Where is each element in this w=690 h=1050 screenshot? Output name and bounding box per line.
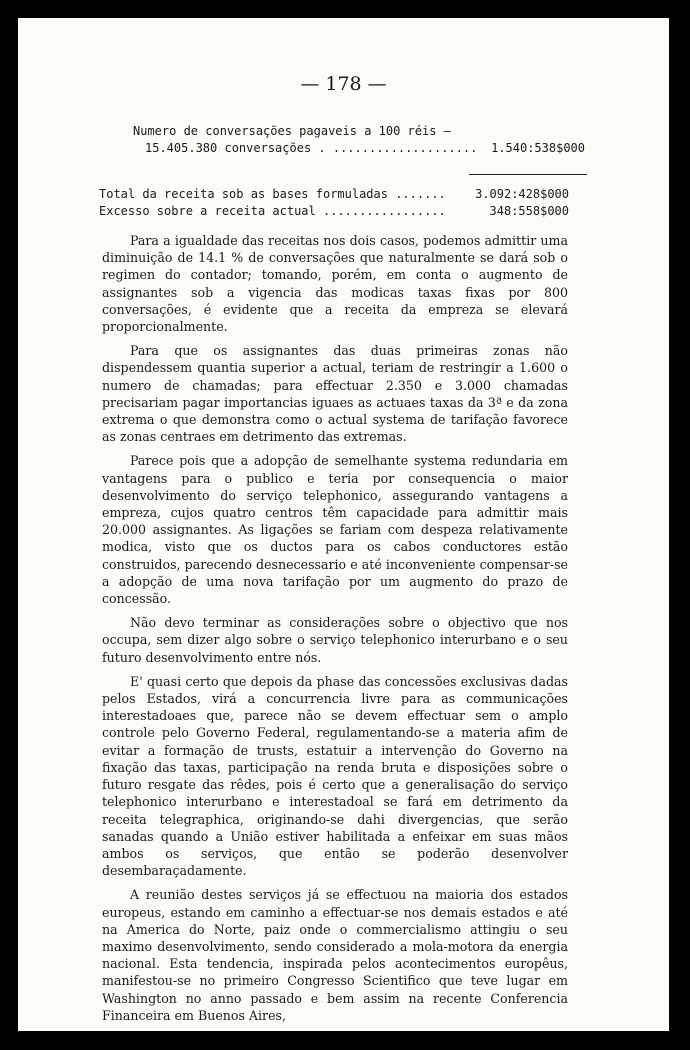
- paragraph: Para a igualdade das receitas nos dois casos, podemos admittir uma diminuição de 14.1 % de conversações que naturalmente se dará sob o regimen do contador; tomando, porém, em conta o augmento de assignantes sob a vigencia das modicas taxas fixas por 800 conversações, é evidente que a receita da empreza se elevará proporcionalmente.: [102, 233, 568, 335]
- body-text: [102, 232, 568, 1031]
- page-number: — 178 —: [300, 73, 387, 95]
- paragraph: Para que os assignantes das duas primeiras zonas não dispendessem quantia superior a actual, teriam de restringir a 1.600 o numero de chamadas; para effectuar 2.350 e 3.000 chamadas precisariam pagar importancias iguaes as actuaes taxas da 3ª e da zona extrema o que demonstra como o actual systema de tarifação favorece as zonas centraes em detrimento das extremas.: [102, 343, 568, 445]
- calc-value: 1.540:538$000: [491, 141, 585, 155]
- calc-line: [99, 186, 569, 202]
- calc-label: Total da receita sob as bases formuladas .......: [99, 187, 446, 201]
- calc-label: Numero de conversações pagaveis a 100 réis —: [133, 124, 451, 138]
- calc-label: Excesso sobre a receita actual .................: [99, 204, 446, 218]
- paragraph: Parece pois que a adopção de semelhante systema redundaria em vantagens para o publico e teria por consequencia o maior desenvolvimento do serviço telephonico, assegurando vantagens a empreza, cujos quatro centros têm capacidade para admittir mais 20.000 assignantes. As ligações se fariam com despeza relativamente modica, visto que os ductos para os cabos conductores estão construidos, parecendo desnecessario e até inconveniente compensar-se a adopção de uma nova tarifação por um augmento do prazo de concessão.: [102, 453, 568, 607]
- sum-rule: [469, 174, 587, 175]
- document-page: [18, 18, 669, 1031]
- calc-line: [99, 203, 569, 219]
- paragraph: E' quasi certo que depois da phase das concessões exclusivas dadas pelos Estados, virá a concurrencia livre para as communicações interestadoaes que, parece não se devem effectuar sem o amplo controle pelo Governo Federal, regulamentando-se a materia afim de evitar a formação de trusts, estatuir a intervenção do Governo na fixação das taxas, participação na renda bruta e disposições sobre o futuro resgate das rêdes, pois é certo que a generalisação do serviço telephonico interurbano e interestadoal se fará em detrimento da receita telegraphica, originando-se dahi divergencias, que serão sanadas quando a União estiver habilitada a enfeixar em suas mãos ambos os serviços, que então se poderão desenvolver desembaraçadamente.: [102, 673, 568, 879]
- calc-value: 3.092:428$000: [475, 187, 569, 201]
- calc-line: [133, 123, 585, 139]
- calc-label: 15.405.380 conversações . ....................: [145, 141, 478, 155]
- calc-line: [125, 140, 585, 156]
- paragraph: Não devo terminar as considerações sobre o objectivo que nos occupa, sem dizer algo sobre o serviço telephonico interurbano e o seu futuro desenvolvimento entre nós.: [102, 615, 568, 665]
- calc-value: 348:558$000: [489, 204, 569, 218]
- paragraph: A reunião destes serviços já se effectuou na maioria dos estados europeus, estando em caminho a effectuar-se nos demais estados e até na America do Norte, paiz onde o commercialismo attingiu o seu maximo desenvolvimento, sendo considerado a mola-motora da energia nacional. Esta tendencia, inspirada pelos acontecimentos europêus, manifestou-se no primeiro Congresso Scientifico que teve lugar em Washington no anno passado e bem assim na recente Conferencia Financeira em Buenos Aires,: [102, 887, 568, 1023]
